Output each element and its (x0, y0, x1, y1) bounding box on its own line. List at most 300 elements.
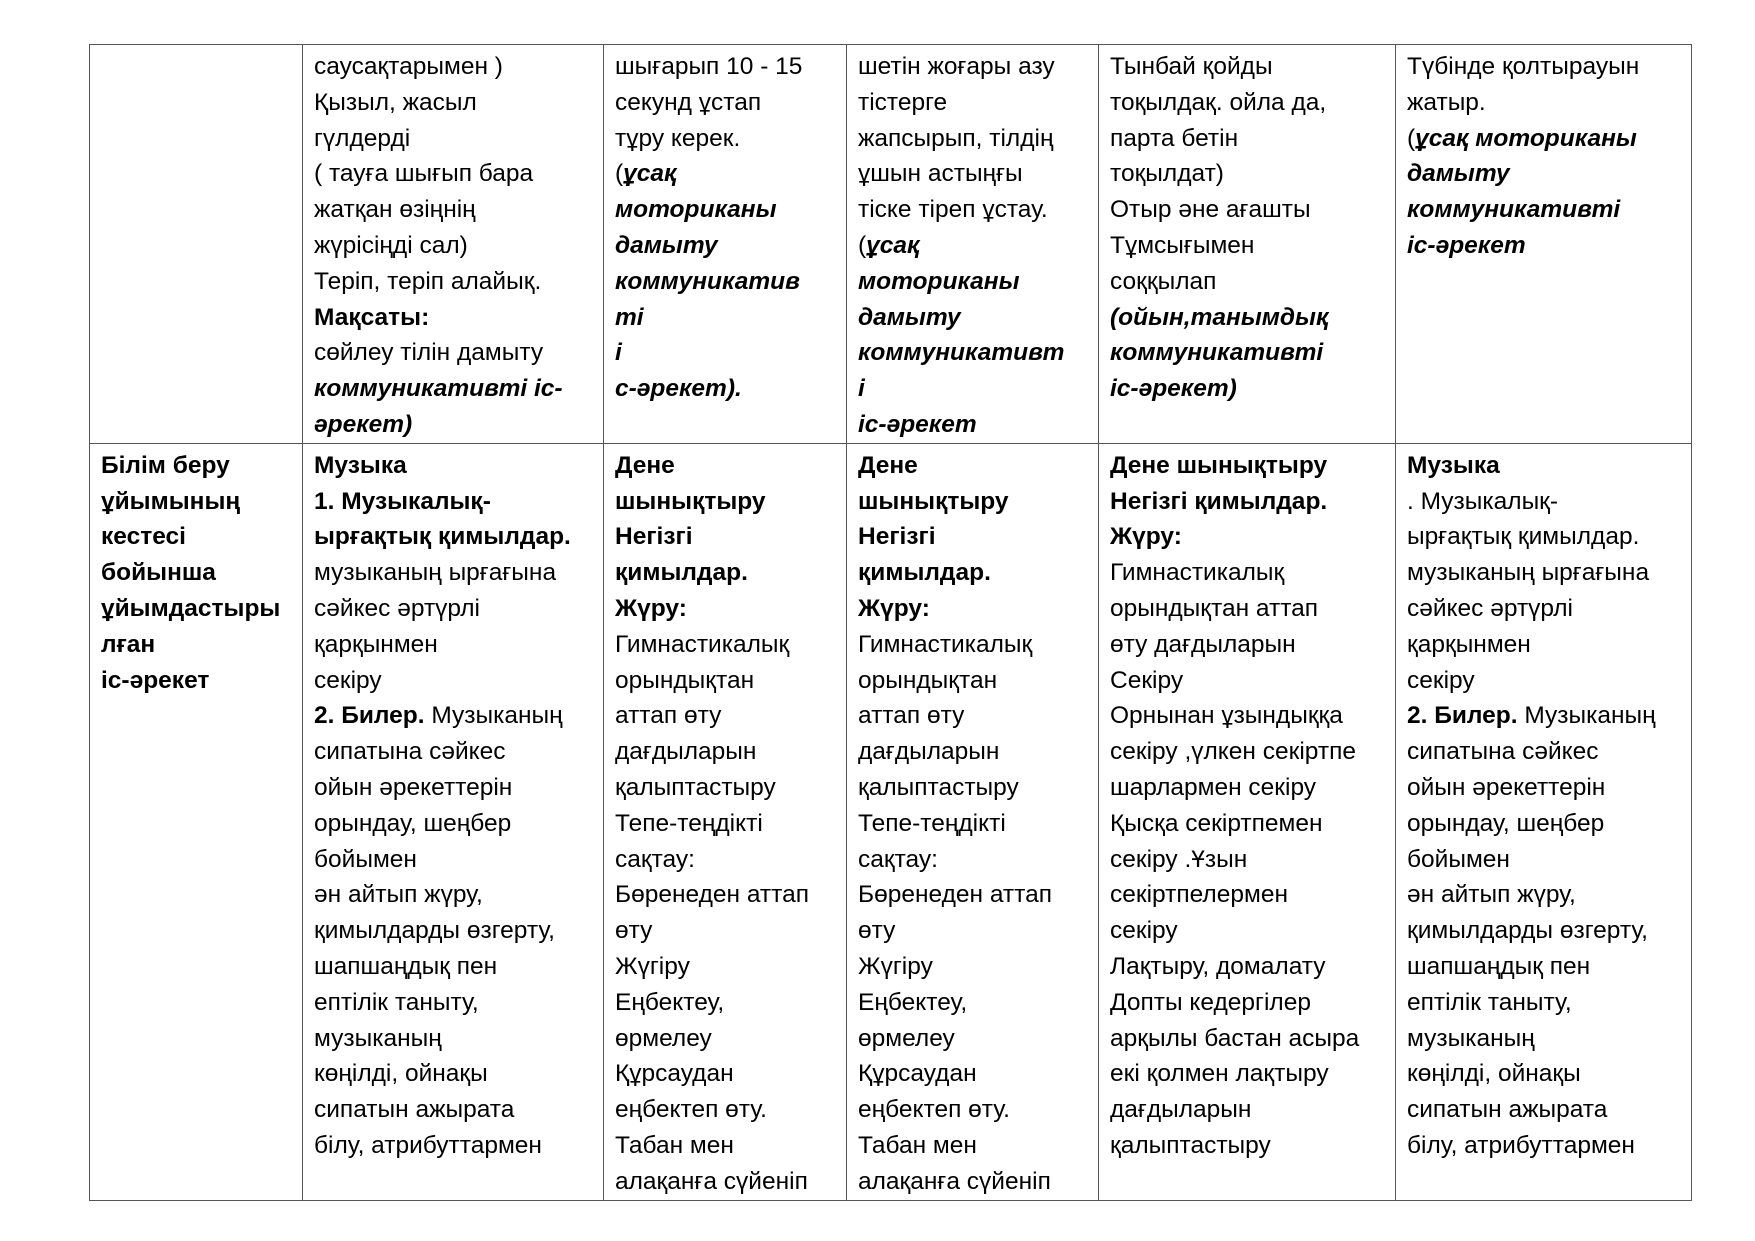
cell-text: Тепе-теңдікті (615, 809, 763, 837)
cell-line (314, 806, 595, 842)
cell-text: лған (101, 630, 156, 658)
cell-text: с-әрекет). (615, 375, 742, 403)
cell-line (314, 335, 595, 371)
cell-text: ырғақтық қимылдар. (1407, 523, 1640, 551)
cell-line (858, 156, 1090, 192)
cell-line (314, 734, 595, 770)
cell-text: қимылдар. (615, 559, 748, 587)
cell-line (858, 228, 1090, 264)
cell-line (858, 335, 1090, 371)
cell-line (858, 192, 1090, 228)
cell-text: ұсақ моториканы (1415, 124, 1637, 152)
cell-line (615, 698, 838, 734)
cell-line (615, 156, 838, 192)
cell-line (1110, 663, 1387, 699)
cell-text: ән айтып жүру, (1407, 881, 1576, 909)
cell-line (314, 1092, 595, 1128)
cell-text: қарқынмен (1407, 630, 1531, 658)
cell-text: қимылдар. (858, 559, 991, 587)
cell-line (1407, 770, 1683, 806)
cell-line (858, 1021, 1090, 1057)
cell-line (101, 484, 294, 520)
cell-text: сақтау: (615, 845, 695, 873)
cell-line (1110, 591, 1387, 627)
cell-line (858, 49, 1090, 85)
cell-text: Қысқа секіртпемен (1110, 809, 1323, 837)
cell-text: өту (858, 917, 896, 945)
cell-text: Тепе-теңдікті (858, 809, 1006, 837)
cell-line (615, 842, 838, 878)
cell-line (314, 555, 595, 591)
cell-text: шарлармен секіру (1110, 773, 1317, 801)
cell-line (858, 1164, 1090, 1200)
cell-text: жатқан өзіңнің (314, 196, 476, 224)
cell-text: 2. Билер. (314, 702, 425, 730)
cell-line (1407, 484, 1683, 520)
cell-text: гүлдерді (314, 124, 411, 152)
cell-line (615, 300, 838, 336)
cell-text: алақанға сүйеніп (615, 1167, 808, 1195)
cell-text: ( (1407, 124, 1416, 152)
cell-text: кестесі (101, 523, 186, 551)
cell-text: тұру керек. (615, 124, 741, 152)
table-cell (847, 45, 1099, 444)
cell-text: шапшаңдық пен (1407, 952, 1591, 980)
cell-text: Дене (615, 451, 675, 479)
cell-line (858, 770, 1090, 806)
cell-line (615, 877, 838, 913)
cell-line (314, 627, 595, 663)
cell-text: тоқылдақ. ойла да, (1110, 88, 1327, 116)
cell-text: ойын әрекеттерін (1407, 773, 1606, 801)
cell-line (615, 335, 838, 371)
cell-text: Негізгі (858, 523, 936, 551)
cell-text: қарқынмен (314, 630, 438, 658)
cell-line (615, 591, 838, 627)
cell-line (858, 734, 1090, 770)
cell-text: іс-әрекет (1407, 231, 1526, 259)
cell-text: ( тауға шығып бара (314, 160, 534, 188)
cell-text: Табан мен (615, 1131, 734, 1159)
cell-line (101, 663, 294, 699)
table-row (90, 45, 1692, 444)
cell-line (314, 192, 595, 228)
cell-text: коммуникативті іс- (314, 375, 563, 403)
cell-line (1110, 555, 1387, 591)
cell-text: моториканы (858, 267, 1020, 295)
cell-line (1110, 484, 1387, 520)
cell-line (314, 49, 595, 85)
cell-line (314, 949, 595, 985)
cell-text: шынықтыру (615, 487, 766, 515)
cell-line (615, 806, 838, 842)
cell-line (1110, 985, 1387, 1021)
cell-line (1110, 335, 1387, 371)
cell-text: ептілік таныту, (1407, 988, 1572, 1016)
cell-text: орындықтан (615, 666, 755, 694)
cell-text: аттап өту (858, 702, 965, 730)
table-cell (1099, 45, 1396, 444)
cell-text: сөйлеу тілін дамыту (314, 339, 544, 367)
cell-line (1110, 519, 1387, 555)
cell-text: жатыр. (1407, 88, 1486, 116)
table-cell (303, 443, 604, 1200)
cell-line (1407, 1056, 1683, 1092)
table-cell (604, 45, 847, 444)
cell-line (1110, 192, 1387, 228)
cell-text: сипатына сәйкес (1407, 738, 1599, 766)
cell-text: өрмелеу (615, 1024, 712, 1052)
table-row (90, 443, 1692, 1200)
cell-line (1110, 913, 1387, 949)
cell-line (615, 1021, 838, 1057)
cell-text: Музыканың (1517, 702, 1656, 730)
cell-text: коммуникативті (1110, 339, 1324, 367)
cell-line (314, 698, 595, 734)
cell-text: Түбінде қолтырауын (1407, 53, 1640, 80)
cell-text: коммуникативт (858, 339, 1065, 367)
cell-text: қалыптастыру (615, 773, 776, 801)
cell-line (1407, 591, 1683, 627)
cell-line (314, 85, 595, 121)
cell-text: музыканың ырғағына (314, 559, 557, 587)
cell-text: жапсырып, тілдің (858, 124, 1054, 152)
cell-line (858, 1092, 1090, 1128)
cell-text: Жүгіру (858, 952, 933, 980)
cell-line (858, 484, 1090, 520)
cell-text: ұсақ (623, 160, 677, 188)
cell-line (1407, 734, 1683, 770)
cell-line (615, 121, 838, 157)
cell-text: шығарып 10 - 15 (615, 53, 803, 80)
cell-text: ойын әрекеттерін (314, 773, 513, 801)
cell-line (314, 877, 595, 913)
cell-text: еңбектеп өту. (858, 1096, 1010, 1124)
cell-text: ұсақ (866, 231, 920, 259)
cell-text: коммуникатив (615, 267, 800, 295)
cell-text: өту (615, 917, 653, 945)
cell-text: і (858, 375, 865, 403)
cell-text: сипатын ажырата (1407, 1096, 1608, 1124)
cell-line (1110, 264, 1387, 300)
table-cell (604, 443, 847, 1200)
cell-text: дамыту (858, 303, 961, 331)
cell-line (1407, 627, 1683, 663)
cell-text: Музыканың (424, 702, 563, 730)
cell-line (1407, 1021, 1683, 1057)
table-cell (1099, 443, 1396, 1200)
cell-text: коммуникативті (1407, 196, 1621, 224)
cell-line (858, 842, 1090, 878)
cell-text: дағдыларын (858, 738, 1000, 766)
cell-line (858, 555, 1090, 591)
cell-line (1407, 663, 1683, 699)
cell-line (858, 264, 1090, 300)
schedule-table (89, 44, 1692, 1201)
cell-line (615, 949, 838, 985)
cell-text: сипатын ажырата (314, 1096, 515, 1124)
cell-line (1407, 49, 1683, 85)
cell-text: екі қолмен лақтыру (1110, 1060, 1329, 1088)
cell-line (858, 627, 1090, 663)
cell-line (615, 555, 838, 591)
cell-line (615, 1128, 838, 1164)
cell-line (1110, 49, 1387, 85)
cell-line (1110, 121, 1387, 157)
cell-text: алақанға сүйеніп (858, 1167, 1051, 1195)
cell-text: қалыптастыру (858, 773, 1019, 801)
cell-line (858, 985, 1090, 1021)
cell-text: қимылдарды өзгерту, (314, 917, 555, 945)
cell-text: музыканың (1407, 1024, 1535, 1052)
cell-line (858, 407, 1090, 443)
cell-line (1110, 698, 1387, 734)
cell-line (1407, 228, 1683, 264)
cell-line (615, 627, 838, 663)
cell-text: Музыка (1407, 451, 1500, 479)
cell-text: қалыптастыру (1110, 1131, 1271, 1159)
cell-line (858, 448, 1090, 484)
cell-text: өрмелеу (858, 1024, 955, 1052)
cell-text: . Музыкалық- (1407, 487, 1559, 515)
cell-line (1110, 734, 1387, 770)
cell-text: Отыр әне ағашты (1110, 196, 1311, 224)
cell-line (1110, 1056, 1387, 1092)
cell-text: шетін жоғары азу (858, 53, 1055, 80)
cell-line (615, 228, 838, 264)
cell-text: орындықтан аттап (1110, 594, 1319, 622)
cell-text: секунд ұстап (615, 88, 762, 116)
cell-line (858, 121, 1090, 157)
cell-text: сәйкес әртүрлі (1407, 594, 1573, 622)
cell-line (314, 448, 595, 484)
cell-text: сәйкес әртүрлі (314, 594, 480, 622)
cell-text: секіру (1110, 917, 1178, 945)
cell-line (1407, 913, 1683, 949)
cell-line (858, 300, 1090, 336)
cell-line (1407, 192, 1683, 228)
cell-text: тоқылдат) (1110, 160, 1224, 188)
cell-line (1110, 85, 1387, 121)
cell-line (858, 698, 1090, 734)
cell-text: парта бетін (1110, 124, 1239, 152)
cell-text: Допты кедергілер (1110, 988, 1311, 1016)
cell-line (858, 663, 1090, 699)
cell-text: ептілік таныту, (314, 988, 479, 1016)
cell-line (1407, 85, 1683, 121)
cell-line (1407, 949, 1683, 985)
cell-line (314, 121, 595, 157)
cell-line (615, 1056, 838, 1092)
cell-line (1110, 228, 1387, 264)
cell-line (1407, 985, 1683, 1021)
cell-text: соққылап (1110, 267, 1217, 295)
cell-text: орындау, шеңбер (1407, 809, 1605, 837)
cell-line (314, 407, 595, 443)
cell-line (314, 591, 595, 627)
cell-text: музыканың ырғағына (1407, 559, 1650, 587)
cell-text: тіске тіреп ұстау. (858, 196, 1048, 224)
cell-text: і (615, 339, 622, 367)
cell-text: жүрісіңді сал) (314, 231, 468, 259)
cell-text: моториканы (615, 196, 777, 224)
cell-text: ( (858, 231, 867, 259)
cell-text: қимылдарды өзгерту, (1407, 917, 1648, 945)
cell-text: ұйымдастыры (101, 594, 281, 622)
cell-line (615, 484, 838, 520)
cell-line (314, 1056, 595, 1092)
cell-text: сақтау: (858, 845, 938, 873)
cell-line (1407, 448, 1683, 484)
cell-text: Теріп, теріп алайық. (314, 267, 542, 295)
cell-text: музыканың (314, 1024, 442, 1052)
cell-text: тістерге (858, 88, 948, 116)
cell-line (101, 627, 294, 663)
cell-text: Табан мен (858, 1131, 977, 1159)
cell-text: Білім беру (101, 451, 230, 479)
cell-text: шынықтыру (858, 487, 1009, 515)
cell-text: орындау, шеңбер (314, 809, 512, 837)
cell-text: секіру (314, 666, 382, 694)
cell-line (314, 519, 595, 555)
cell-line (101, 555, 294, 591)
cell-line (615, 519, 838, 555)
cell-text: Орнынан ұзындыққа (1110, 702, 1343, 730)
cell-line (615, 371, 838, 407)
cell-line (314, 156, 595, 192)
cell-line (858, 1128, 1090, 1164)
cell-text: Тынбай қойды (1110, 53, 1273, 80)
cell-text: ән айтып жүру, (314, 881, 483, 909)
cell-line (858, 1056, 1090, 1092)
cell-line (1407, 877, 1683, 913)
cell-line (858, 913, 1090, 949)
cell-line (101, 519, 294, 555)
cell-line (615, 734, 838, 770)
cell-text: Бөренеден аттап (858, 881, 1052, 909)
cell-line (1407, 1128, 1683, 1164)
cell-line (615, 49, 838, 85)
cell-text: Еңбектеу, (858, 988, 968, 1016)
cell-line (314, 913, 595, 949)
cell-line (314, 663, 595, 699)
cell-text: Дене шынықтыру (1110, 451, 1328, 479)
cell-line (1110, 770, 1387, 806)
cell-text: Негізгі (615, 523, 693, 551)
cell-line (1110, 1128, 1387, 1164)
cell-text: бойымен (314, 845, 417, 873)
cell-text: Гимнастикалық (858, 630, 1033, 658)
cell-line (1110, 877, 1387, 913)
cell-line (314, 842, 595, 878)
cell-text: іс-әрекет) (1110, 375, 1237, 403)
cell-line (1407, 842, 1683, 878)
cell-line (1110, 806, 1387, 842)
cell-text: еңбектеп өту. (615, 1096, 767, 1124)
cell-text: Құрсаудан (858, 1060, 977, 1088)
cell-text: 1. Музыкалық- (314, 487, 491, 515)
cell-text: Жүгіру (615, 952, 690, 980)
cell-text: көңілді, ойнақы (314, 1060, 488, 1088)
cell-line (858, 806, 1090, 842)
cell-line (858, 591, 1090, 627)
cell-text: Құрсаудан (615, 1060, 734, 1088)
cell-text: Жүру: (858, 594, 930, 622)
cell-text: сипатына сәйкес (314, 738, 506, 766)
cell-text: іс-әрекет (858, 410, 977, 438)
cell-line (615, 448, 838, 484)
cell-text: білу, атрибуттармен (1407, 1131, 1635, 1159)
cell-text: көңілді, ойнақы (1407, 1060, 1581, 1088)
cell-line (101, 591, 294, 627)
cell-line (314, 300, 595, 336)
cell-line (314, 228, 595, 264)
cell-line (1407, 555, 1683, 591)
cell-text: секіру .Ұзын (1110, 845, 1248, 873)
cell-line (314, 264, 595, 300)
cell-line (615, 192, 838, 228)
table-cell (1396, 45, 1692, 444)
cell-text: ырғақтық қимылдар. (314, 523, 571, 551)
cell-line (1110, 1021, 1387, 1057)
cell-text: саусақтарымен ) (314, 53, 503, 80)
table-cell (90, 45, 303, 444)
cell-text: Мақсаты: (314, 303, 430, 331)
cell-text: бойынша (101, 559, 216, 587)
cell-text: Еңбектеу, (615, 988, 725, 1016)
cell-line (314, 484, 595, 520)
cell-line (314, 371, 595, 407)
cell-text: іс-әрекет (101, 666, 210, 694)
cell-line (858, 949, 1090, 985)
cell-text: Лақтыру, домалату (1110, 952, 1326, 980)
cell-text: Тұмсығымен (1110, 231, 1255, 259)
cell-line (615, 770, 838, 806)
cell-text: секіртпелермен (1110, 881, 1288, 909)
cell-line (615, 1164, 838, 1200)
cell-text: әрекет) (314, 410, 413, 438)
cell-text: ( (615, 160, 624, 188)
cell-line (314, 770, 595, 806)
cell-text: Гимнастикалық (1110, 559, 1285, 587)
cell-line (1407, 156, 1683, 192)
cell-text: бойымен (1407, 845, 1510, 873)
table-cell (303, 45, 604, 444)
cell-text: ұшын астыңғы (858, 160, 1023, 188)
cell-text: (ойын,танымдық (1110, 303, 1329, 331)
cell-line (314, 985, 595, 1021)
cell-line (1110, 156, 1387, 192)
cell-line (1407, 121, 1683, 157)
cell-line (1110, 949, 1387, 985)
cell-text: Дене (858, 451, 918, 479)
cell-text: орындықтан (858, 666, 998, 694)
cell-text: Бөренеден аттап (615, 881, 809, 909)
cell-text: Музыка (314, 451, 407, 479)
cell-line (1110, 627, 1387, 663)
cell-text: Негізгі қимылдар. (1110, 487, 1328, 515)
cell-line (858, 85, 1090, 121)
cell-line (1110, 448, 1387, 484)
cell-text: Секіру (1110, 666, 1184, 694)
cell-text: дағдыларын (615, 738, 757, 766)
cell-line (615, 1092, 838, 1128)
cell-line (1110, 1092, 1387, 1128)
cell-text: өту дағдыларын (1110, 630, 1296, 658)
cell-line (858, 519, 1090, 555)
cell-line (615, 985, 838, 1021)
cell-line (101, 448, 294, 484)
